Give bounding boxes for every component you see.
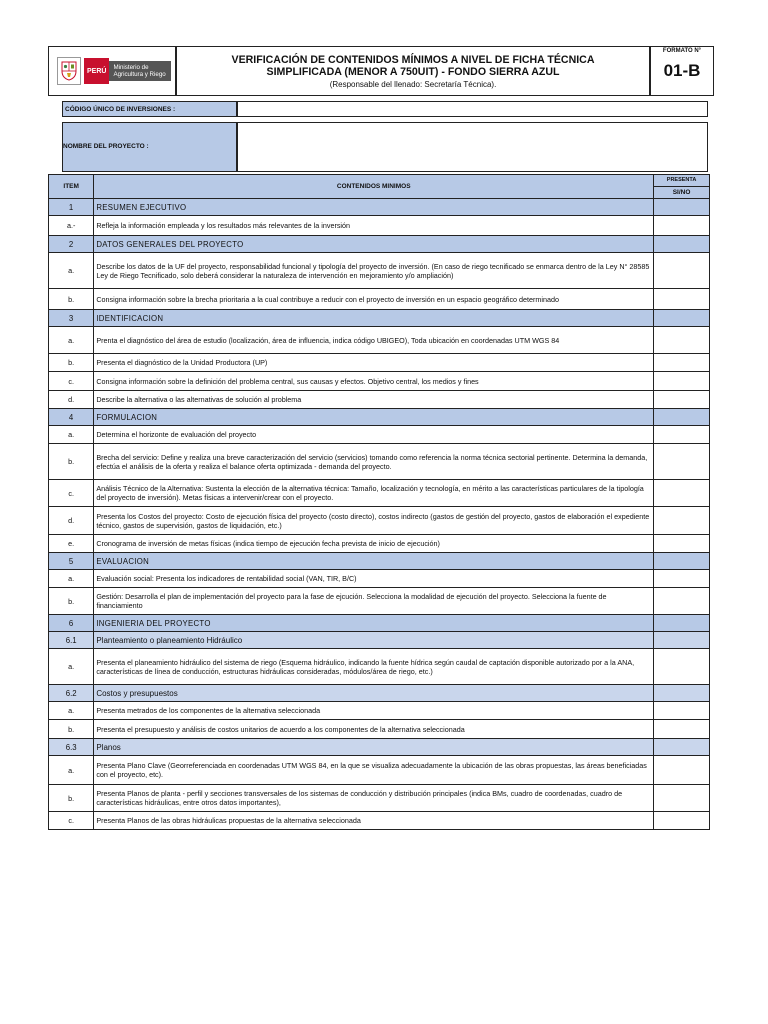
- table-row: [49, 535, 710, 553]
- presenta-cell[interactable]: [654, 426, 710, 444]
- row-content: Prenta el diagnóstico del área de estudio (localización, área de influencia, indica código UBIGEO), Toda ubicación en coordenadas UTM WGS 84: [94, 327, 654, 354]
- form-header: [48, 46, 710, 96]
- format-code: 01-B: [663, 61, 701, 80]
- row-item-number: e.: [49, 535, 94, 553]
- row-content: Análisis Técnico de la Alternativa: Sustenta la elección de la alternativa técnica: Tamaño, localización y tecnología, en mérito a las características particulares de la tipología del proyecto de inversión). Metas físicas a intervenir/crear con el proyecto.: [94, 480, 654, 507]
- presenta-cell[interactable]: [654, 812, 710, 830]
- subsection-row: [49, 632, 710, 649]
- table-row: [49, 507, 710, 535]
- row-item-number: c.: [49, 480, 94, 507]
- row-content: Presenta el planeamiento hidráulico del sistema de riego (Esquema hidráulico, indicando la fuente hídrica según caudal de captación disponible autorizado por a la ANA, características de línea de conducción, estructuras hidráulicas consideradas, módulos/área de riego, etc.): [94, 649, 654, 685]
- presenta-cell[interactable]: [654, 327, 710, 354]
- form-page: [48, 46, 710, 825]
- section-title: Planos: [94, 739, 654, 756]
- presenta-cell[interactable]: [654, 216, 710, 236]
- col-presenta-header: PRESENTA: [654, 175, 710, 187]
- form-responsible: (Responsable del llenado: Secretaría Técnica).: [329, 80, 497, 89]
- table-row: [49, 702, 710, 720]
- table-row: [49, 426, 710, 444]
- presenta-cell[interactable]: [654, 289, 710, 310]
- row-item-number: d.: [49, 507, 94, 535]
- presenta-cell: [654, 553, 710, 570]
- table-row: [49, 372, 710, 391]
- table-row: [49, 253, 710, 289]
- row-item-number: c.: [49, 812, 94, 830]
- row-item-number: d.: [49, 391, 94, 409]
- form-title-line2: SIMPLIFICADA (MENOR A 750UIT) - FONDO SIERRA AZUL: [266, 66, 560, 78]
- table-header-row: [49, 175, 710, 187]
- row-item-number: b.: [49, 588, 94, 615]
- format-label: FORMATO N°: [662, 48, 702, 54]
- row-item-number: a.: [49, 702, 94, 720]
- col-item-header: ITEM: [49, 175, 94, 199]
- section-title: EVALUACION: [94, 553, 654, 570]
- section-row: [49, 236, 710, 253]
- table-row: [49, 570, 710, 588]
- presenta-cell[interactable]: [654, 391, 710, 409]
- row-item-number: 4: [49, 409, 94, 426]
- row-item-number: a.: [49, 756, 94, 785]
- form-title-line1: VERIFICACIÓN DE CONTENIDOS MÍNIMOS A NIVEL DE FICHA TÉCNICA: [231, 54, 595, 66]
- presenta-cell[interactable]: [654, 756, 710, 785]
- subsection-row: [49, 685, 710, 702]
- row-content: Presenta Planos de las obras hidráulicas propuestas de la alternativa seleccionada: [94, 812, 654, 830]
- presenta-cell[interactable]: [654, 480, 710, 507]
- row-item-number: b.: [49, 720, 94, 739]
- row-item-number: a.: [49, 570, 94, 588]
- presenta-cell[interactable]: [654, 649, 710, 685]
- presenta-cell: [654, 739, 710, 756]
- presenta-cell: [654, 236, 710, 253]
- presenta-cell[interactable]: [654, 372, 710, 391]
- coat-of-arms-icon: [57, 57, 81, 85]
- nombre-label: NOMBRE DEL PROYECTO :: [62, 122, 237, 172]
- row-content: Refleja la información empleada y los resultados más relevantes de la inversión: [94, 216, 654, 236]
- presenta-cell[interactable]: [654, 354, 710, 372]
- row-content: Determina el horizonte de evaluación del proyecto: [94, 426, 654, 444]
- row-item-number: a.: [49, 649, 94, 685]
- row-item-number: 6.1: [49, 632, 94, 649]
- presenta-cell: [654, 199, 710, 216]
- row-item-number: 5: [49, 553, 94, 570]
- section-title: RESUMEN EJECUTIVO: [94, 199, 654, 216]
- table-row: [49, 649, 710, 685]
- row-item-number: 6.2: [49, 685, 94, 702]
- section-title: FORMULACION: [94, 409, 654, 426]
- row-item-number: 6: [49, 615, 94, 632]
- format-block: [650, 46, 714, 96]
- row-item-number: 1: [49, 199, 94, 216]
- table-row: [49, 444, 710, 480]
- presenta-cell: [654, 310, 710, 327]
- row-content: Describe la alternativa o las alternativas de solución al problema: [94, 391, 654, 409]
- presenta-cell[interactable]: [654, 570, 710, 588]
- title-block: [176, 46, 650, 96]
- row-content: Describe los datos de la UF del proyecto, responsabilidad funcional y tipología del proyecto de inversión. (En caso de riego tecnificado se enmarca dentro de la Ley N° 28585 Ley de Riego Tecnificado, solo deberá considerar la naturaleza de intervención en mejoramiento y/o ampliación): [94, 253, 654, 289]
- col-sino-header: SI/NO: [654, 187, 710, 199]
- presenta-cell[interactable]: [654, 785, 710, 812]
- table-row: [49, 327, 710, 354]
- presenta-cell[interactable]: [654, 720, 710, 739]
- checklist-table: [48, 174, 710, 830]
- table-row: [49, 289, 710, 310]
- presenta-cell: [654, 409, 710, 426]
- codigo-input[interactable]: [237, 101, 708, 117]
- codigo-label: CÓDIGO ÚNICO DE INVERSIONES :: [62, 101, 237, 117]
- section-row: [49, 553, 710, 570]
- row-item-number: 2: [49, 236, 94, 253]
- row-content: Brecha del servicio: Define y realiza una breve caracterización del servicio (servicios) tomando como referencia la norma técnica sectorial pertinente. Determina la demanda, efectúa el análisis de la oferta y realiza el balance oferta optimizada - demanda del proyecto.: [94, 444, 654, 480]
- table-row: [49, 720, 710, 739]
- section-title: DATOS GENERALES DEL PROYECTO: [94, 236, 654, 253]
- row-item-number: b.: [49, 354, 94, 372]
- row-content: Consigna información sobre la brecha prioritaria a la cual contribuye a reducir con el proyecto de inversión en un espacio geográfico determinado: [94, 289, 654, 310]
- presenta-cell[interactable]: [654, 507, 710, 535]
- table-row: [49, 588, 710, 615]
- col-content-header: CONTENIDOS MINIMOS: [94, 175, 654, 199]
- table-row: [49, 480, 710, 507]
- presenta-cell: [654, 632, 710, 649]
- row-item-number: b.: [49, 785, 94, 812]
- row-item-number: b.: [49, 444, 94, 480]
- table-row: [49, 391, 710, 409]
- row-item-number: c.: [49, 372, 94, 391]
- row-content: Presenta los Costos del proyecto: Costo de ejecución física del proyecto (costo directo), costos indirecto (gastos de gestión del proyecto, gastos de elaboración el expediente técnico, gastos de supervisión, gastos de liquidación, etc.): [94, 507, 654, 535]
- table-row: [49, 812, 710, 830]
- row-content: Consigna información sobre la definición del problema central, sus causas y efectos. Objetivo central, los medios y fines: [94, 372, 654, 391]
- row-item-number: a.: [49, 327, 94, 354]
- presenta-cell[interactable]: [654, 535, 710, 553]
- presenta-cell: [654, 685, 710, 702]
- row-item-number: 6.3: [49, 739, 94, 756]
- section-title: Costos y presupuestos: [94, 685, 654, 702]
- row-item-number: a.: [49, 253, 94, 289]
- row-content: Gestión: Desarrolla el plan de implementación del proyecto para la fase de ejcución. Selecciona la modalidad de ejecución del proyecto. Selecciona la fuente de financiamiento: [94, 588, 654, 615]
- section-title: IDENTIFICACION: [94, 310, 654, 327]
- row-content: Presenta metrados de los componentes de la alternativa seleccionada: [94, 702, 654, 720]
- section-row: [49, 409, 710, 426]
- row-content: Evaluación social: Presenta los indicadores de rentabilidad social (VAN, TIR, B/C): [94, 570, 654, 588]
- logo-country: PERÚ: [84, 58, 109, 84]
- presenta-cell: [654, 615, 710, 632]
- section-row: [49, 310, 710, 327]
- subsection-row: [49, 739, 710, 756]
- row-item-number: a.: [49, 426, 94, 444]
- section-row: [49, 615, 710, 632]
- presenta-cell[interactable]: [654, 253, 710, 289]
- nombre-input[interactable]: [237, 122, 708, 172]
- row-content: Cronograma de inversión de metas físicas (indica tiempo de ejecución fecha prevista de inicio de ejecución): [94, 535, 654, 553]
- section-title: INGENIERIA DEL PROYECTO: [94, 615, 654, 632]
- presenta-cell[interactable]: [654, 588, 710, 615]
- row-item-number: b.: [49, 289, 94, 310]
- presenta-cell[interactable]: [654, 702, 710, 720]
- logo-ministry: Ministerio de Agricultura y Riego: [109, 61, 171, 81]
- row-content: Presenta el presupuesto y análisis de costos unitarios de acuerdo a los componentes de la alternativa seleccionada: [94, 720, 654, 739]
- table-row: [49, 785, 710, 812]
- row-item-number: a.-: [49, 216, 94, 236]
- presenta-cell[interactable]: [654, 444, 710, 480]
- row-item-number: 3: [49, 310, 94, 327]
- table-row: [49, 216, 710, 236]
- row-content: Presenta Planos de planta - perfil y secciones transversales de los sistemas de conducción y distribución principales (indica BMs, cuadro de coordenadas, cuadro de características hidráulicas, entre otros datos importantes),: [94, 785, 654, 812]
- checklist-body: [49, 175, 710, 830]
- table-row: [49, 354, 710, 372]
- ministry-logo: [48, 46, 176, 96]
- table-row: [49, 756, 710, 785]
- section-title: Planteamiento o planeamiento Hidráulico: [94, 632, 654, 649]
- row-content: Presenta Plano Clave (Georreferenciada en coordenadas UTM WGS 84, en la que se visualiza adecuadamente la ubicación de las obras propuestas, las áreas beneficiadas con el proyecto, etc).: [94, 756, 654, 785]
- section-row: [49, 199, 710, 216]
- row-content: Presenta el diagnóstico de la Unidad Productora (UP): [94, 354, 654, 372]
